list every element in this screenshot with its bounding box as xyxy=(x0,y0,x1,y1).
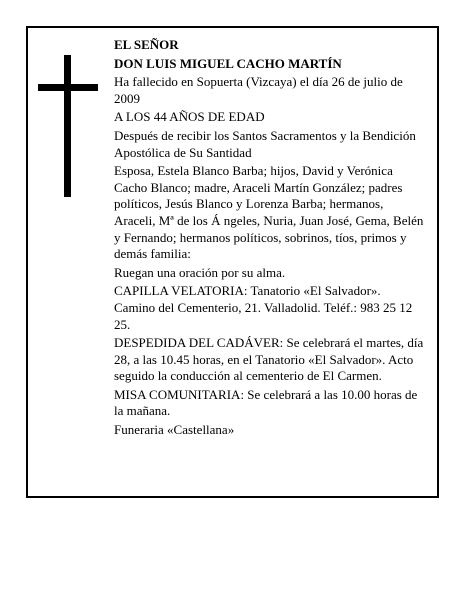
title-line-1: EL SEÑOR xyxy=(114,37,179,52)
funeral-home: Funeraria «Castellana» xyxy=(114,422,235,438)
death-notice: Ha fallecido en Sopuerta (Vizcaya) el día 26 de julio de 2009 xyxy=(114,74,403,106)
prayer-request: Ruegan una oración por su alma. xyxy=(114,264,286,280)
chapel-info: CAPILLA VELATORIA: Tanatorio «El Salvador». Camino del Cementerio, 21. Valladolid. Teléf.: 983 25 12 25. xyxy=(114,283,413,332)
deceased-name: DON LUIS MIGUEL CACHO MARTÍN xyxy=(114,55,342,71)
mass-info: MISA COMUNITARIA: Se celebrará a las 10.00 horas de la mañana. xyxy=(114,386,418,419)
sacraments-line: Después de recibir los Santos Sacramentos y la Bendición Apostólica de Su Santidad xyxy=(114,127,416,160)
cross-vertical-bar xyxy=(64,55,71,197)
family-list: Esposa, Estela Blanco Barba; hijos, David y Verónica Cacho Blanco; madre, Araceli Martín González; padres políticos, Jesús Blanco y Lorenza Barba; hermanos, Araceli, Mª de los Á ngeles, Nuria, Juan José, Gema, Belén y Fernando; hermanos políticos, sobrinos, tíos, primos y demás familia: xyxy=(114,163,424,262)
age-line: A LOS 44 AÑOS DE EDAD xyxy=(114,109,265,125)
obituary-text xyxy=(114,37,424,441)
farewell-info: DESPEDIDA DEL CADÁVER: Se celebrará el martes, día 28, a las 10.45 horas, en el Tanatorio «El Salvador». Acto seguido la conducción al cementerio de El Carmen. xyxy=(114,335,424,384)
cross-horizontal-bar xyxy=(38,84,98,91)
